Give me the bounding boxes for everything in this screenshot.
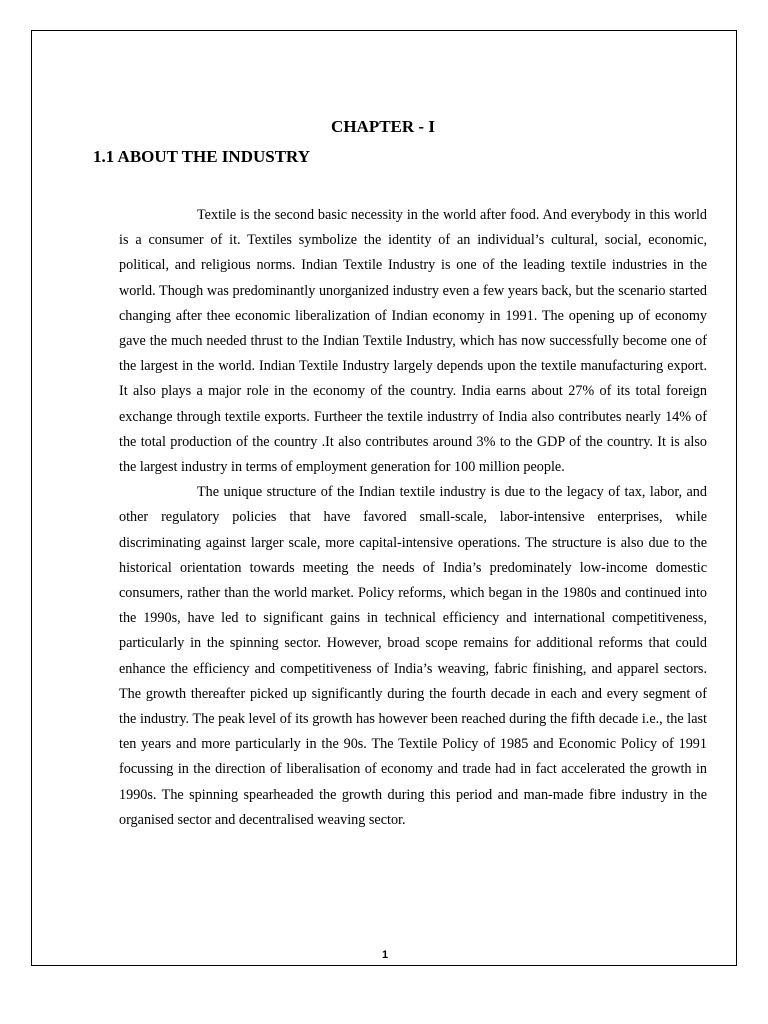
page-number: 1 bbox=[381, 949, 389, 961]
body-text bbox=[119, 203, 707, 833]
section-heading: 1.1 ABOUT THE INDUSTRY bbox=[93, 147, 310, 166]
paragraph-2: The unique structure of the Indian textile industry is due to the legacy of tax, labor, and other regulatory policies that have favored small-scale, labor-intensive enterprises, while discriminating against larger scale, more capital-intensive operations. The structure is also due to the historical orientation towards meeting the needs of India’s predominately low-income domestic consumers, rather than the world market. Policy reforms, which began in the 1980s and continued into the 1990s, have led to significant gains in technical efficiency and international competitiveness, particularly in the spinning sector. However, broad scope remains for additional reforms that could enhance the efficiency and competitiveness of India’s weaving, fabric finishing, and apparel sectors. The growth thereafter picked up significantly during the fourth decade in each and every segment of the industry. The peak level of its growth has however been reached during the fifth decade i.e., the last ten years and more particularly in the 90s. The Textile Policy of 1985 and Economic Policy of 1991 focussing in the direction of liberalisation of economy and trade had in fact accelerated the growth in 1990s. The spinning spearheaded the growth during this period and man-made fibre industry in the organised sector and decentralised weaving sector. bbox=[119, 484, 707, 828]
paragraph-1: Textile is the second basic necessity in the world after food. And everybody in this world is a consumer of it. Textiles symbolize the identity of an individual’s cultural, social, economic, political, and religious norms. Indian Textile Industry is one of the leading textile industries in the world. Though was predominantly unorganized industry even a few years back, but the scenario started changing after thee economic liberalization of Indian economy in 1991. The opening up of economy gave the much needed thrust to the Indian Textile Industry, which has now successfully become one of the largest in the world. Indian Textile Industry largely depends upon the textile manufacturing export. It also plays a major role in the economy of the country. India earns about 27% of its total foreign exchange through textile exports. Furtheer the textile industrry of India also contributes nearly 14% of the total production of the country .It also contributes around 3% to the GDP of the country. It is also the largest industry in terms of employment generation for 100 million people. bbox=[119, 207, 707, 476]
document-page bbox=[31, 30, 737, 966]
chapter-heading: CHAPTER - I bbox=[331, 117, 435, 136]
